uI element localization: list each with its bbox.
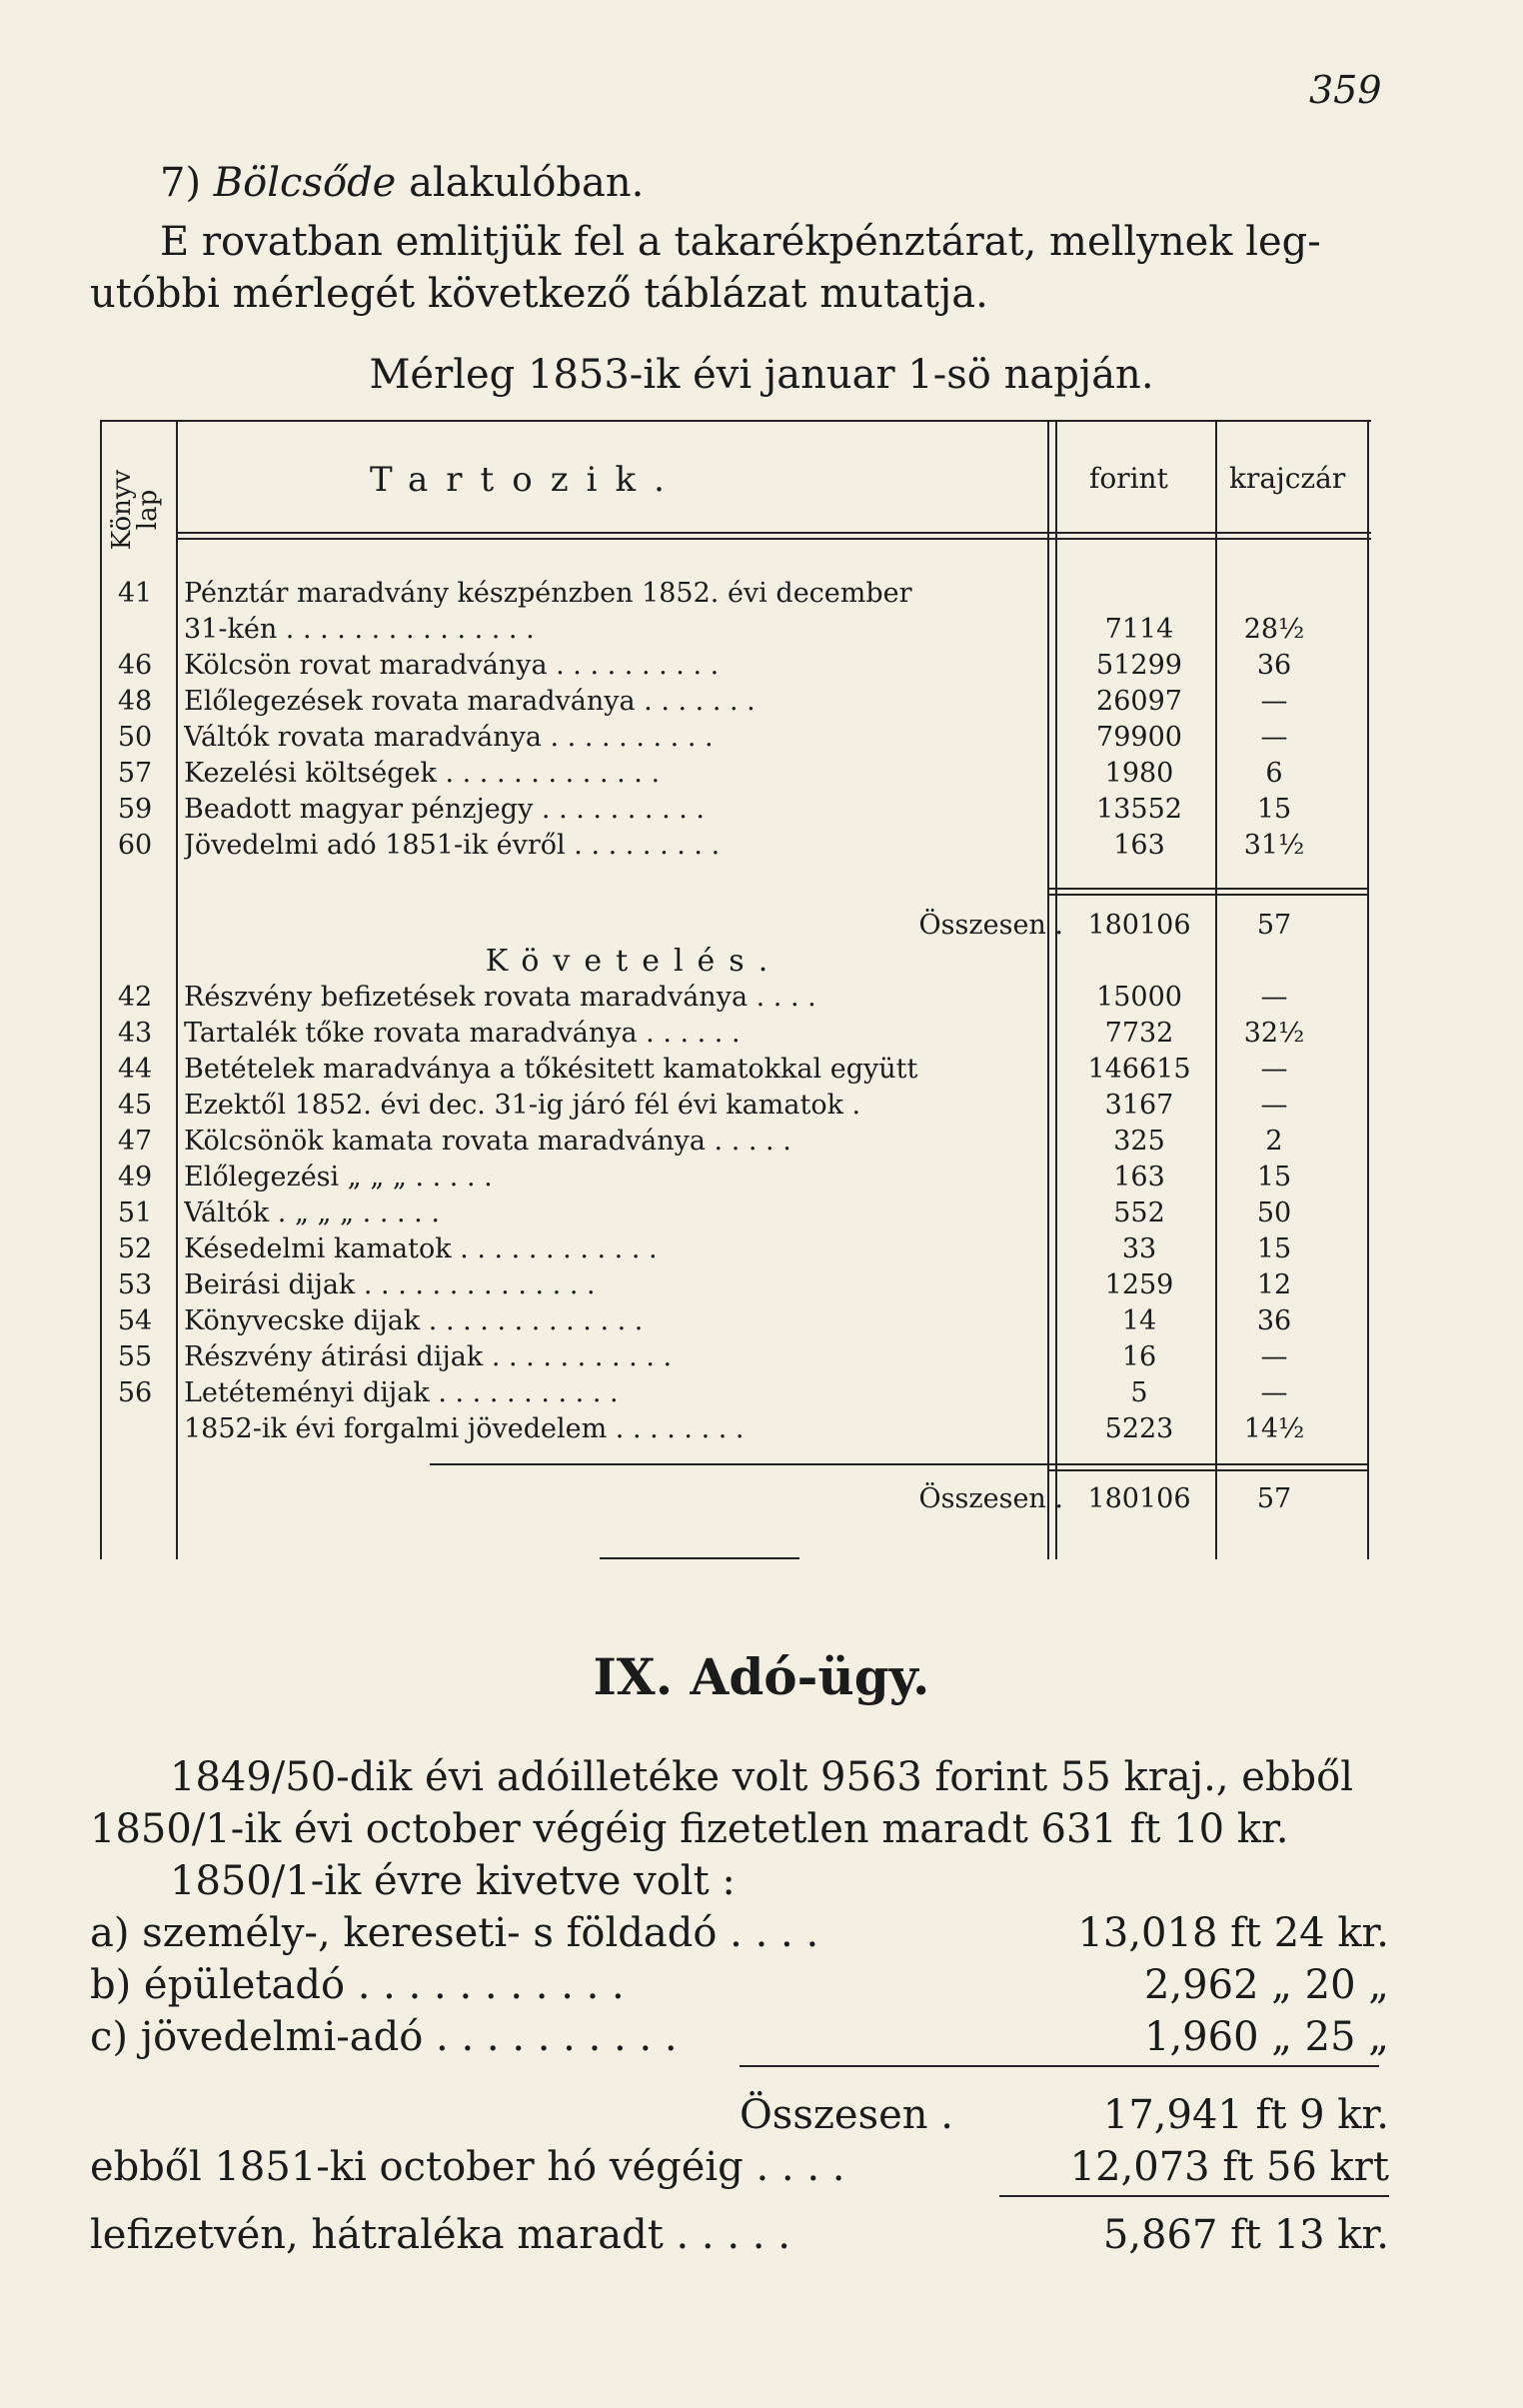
row-forint: 3167	[1104, 1090, 1174, 1121]
tax-item	[90, 1907, 1389, 1959]
row-desc: Részvény befizetések rovata maradványa . . . .	[184, 982, 816, 1013]
table-row	[100, 1339, 1371, 1375]
table-row	[100, 576, 1371, 612]
tax-item	[90, 1959, 1389, 2011]
row-forint: 79900	[1096, 722, 1182, 753]
row-kr: —	[1260, 1090, 1288, 1121]
row-kr: 50	[1256, 1198, 1292, 1228]
table-row	[100, 1375, 1371, 1411]
table-row	[100, 684, 1371, 720]
row-forint: 163	[1113, 830, 1165, 861]
row-desc: Tartalék tőke rovata maradványa . . . . . .	[184, 1018, 741, 1049]
tax-total-amount: 17,941 ft 9 kr.	[1102, 2092, 1389, 2138]
tartozik-total-row	[100, 908, 1371, 944]
row-forint: 163	[1113, 1162, 1165, 1193]
page-number: 359	[1309, 68, 1382, 112]
row-desc: Beirási dijak . . . . . . . . . . . . . .	[184, 1269, 596, 1300]
row-kr: 2	[1265, 1126, 1283, 1157]
header-krajczar: krajczár	[1229, 462, 1346, 495]
table-row	[100, 1303, 1371, 1339]
tax-intro-1	[90, 1751, 1399, 1803]
table-row	[100, 1267, 1371, 1303]
tax-item-amount: 1,960 „ 25 „	[1144, 2014, 1389, 2060]
table-row	[100, 1411, 1371, 1447]
tax-remaining-rule	[999, 2195, 1389, 2197]
header-konyv-lap: Könyv lap	[107, 469, 163, 551]
tax-remaining-label: lefizetvén, hátraléka maradt . . . . .	[90, 2212, 790, 2258]
row-desc: Könyvecske dijak . . . . . . . . . . . . .	[184, 1305, 644, 1336]
row-kr: —	[1260, 1341, 1288, 1372]
row-desc: Pénztár maradvány készpénzben 1852. évi december	[184, 578, 912, 609]
row-lap: 41	[117, 578, 153, 609]
row-kr: 15	[1256, 1162, 1292, 1193]
row-kr: 12	[1256, 1269, 1292, 1300]
tax-sum-rule	[740, 2065, 1379, 2067]
total-kr: 57	[1256, 1483, 1292, 1514]
row-lap: 57	[117, 758, 153, 789]
subtotal-rule-1b	[1047, 894, 1367, 896]
table-row	[100, 1124, 1371, 1160]
table-row	[100, 1231, 1371, 1267]
row-desc: Kölcsön rovat maradványa . . . . . . . . . .	[184, 650, 720, 681]
tax-total-label: Összesen .	[740, 2092, 953, 2138]
row-desc: Beadott magyar pénzjegy . . . . . . . . . .	[184, 794, 705, 825]
table-row	[100, 720, 1371, 756]
table-row	[100, 1052, 1371, 1088]
section-title-italic: Bölcsőde	[213, 160, 397, 206]
row-desc: 1852-ik évi forgalmi jövedelem . . . . . . . .	[184, 1413, 745, 1444]
table-border-top	[100, 420, 1371, 422]
row-kr: 31½	[1243, 830, 1305, 861]
table-row	[100, 1160, 1371, 1196]
tax-total-row	[90, 2089, 1389, 2141]
row-kr: —	[1260, 982, 1288, 1013]
row-desc: Késedelmi kamatok . . . . . . . . . . . .	[184, 1233, 658, 1264]
kovetel-heading: Követelés.	[485, 944, 782, 979]
row-forint: 26097	[1096, 686, 1182, 717]
row-lap: 44	[117, 1054, 153, 1085]
total-label: Összesen .	[918, 1483, 1063, 1514]
intro-paragraph	[90, 216, 1399, 320]
row-forint: 15000	[1096, 982, 1182, 1013]
row-forint: 325	[1113, 1126, 1165, 1157]
intro-text: E rovatban emlitjük fel a takarékpénztárat, mellynek leg-utóbbi mérlegét következő táblázat mutatja.	[90, 219, 1321, 317]
row-lap: 47	[117, 1126, 153, 1157]
balance-table	[100, 420, 1371, 1559]
total-forint: 180106	[1087, 910, 1191, 941]
kovetel-total-row	[100, 1481, 1371, 1517]
row-lap: 42	[117, 982, 153, 1013]
row-desc: Váltók . „ „ „ . . . . .	[184, 1198, 440, 1228]
row-forint: 7732	[1104, 1018, 1174, 1049]
row-lap: 51	[117, 1198, 153, 1228]
kovetel-heading-row	[100, 944, 1371, 980]
row-forint: 51299	[1096, 650, 1182, 681]
table-row	[100, 1196, 1371, 1231]
header-forint: forint	[1089, 462, 1168, 495]
row-forint: 13552	[1096, 794, 1182, 825]
row-lap: 49	[117, 1162, 153, 1193]
row-lap: 52	[117, 1233, 153, 1264]
table-row	[100, 612, 1371, 648]
row-lap: 59	[117, 794, 153, 825]
row-forint: 16	[1121, 1341, 1157, 1372]
row-forint: 1980	[1104, 758, 1174, 789]
row-forint: 33	[1121, 1233, 1157, 1264]
row-desc: Ezektől 1852. évi dec. 31-ig járó fél évi kamatok .	[184, 1090, 861, 1121]
header-rule-2	[176, 538, 1371, 540]
row-forint: 146615	[1087, 1054, 1191, 1085]
tax-intro-2: 1850/1-ik évi october végéig fizetetlen maradt 631 ft 10 kr.	[90, 1806, 1289, 1852]
row-lap: 50	[117, 722, 153, 753]
chapter-heading: IX. Adó-ügy.	[593, 1647, 930, 1706]
row-forint: 7114	[1104, 614, 1174, 645]
row-kr: —	[1260, 1054, 1288, 1085]
table-row	[100, 1016, 1371, 1052]
tax-paid-row	[90, 2141, 1389, 2193]
row-kr: —	[1260, 722, 1288, 753]
row-forint: 1259	[1104, 1269, 1174, 1300]
row-desc: Jövedelmi adó 1851-ik évről . . . . . . . . .	[184, 830, 721, 861]
subtotal-rule-2	[430, 1463, 1367, 1465]
tax-item	[90, 2011, 1389, 2063]
row-desc: Kölcsönök kamata rovata maradványa . . . . .	[184, 1126, 791, 1157]
section-title-rest: alakulóban.	[409, 160, 645, 206]
row-desc: Részvény átirási dijak . . . . . . . . . . .	[184, 1341, 673, 1372]
tax-paid-label: ebből 1851-ki october hó végéig . . . .	[90, 2144, 845, 2190]
tax-item-label: a) személy-, kereseti- s földadó . . . .	[90, 1910, 819, 1956]
row-kr: —	[1260, 1377, 1288, 1408]
row-forint: 552	[1113, 1198, 1165, 1228]
row-kr: 14½	[1243, 1413, 1305, 1444]
section-title	[160, 160, 644, 206]
tax-intro-3	[90, 1855, 1399, 1907]
row-lap: 53	[117, 1269, 153, 1300]
row-lap: 54	[117, 1305, 153, 1336]
tax-item-amount: 2,962 „ 20 „	[1144, 1962, 1389, 2008]
tax-item-amount: 13,018 ft 24 kr.	[1077, 1910, 1389, 1956]
tax-item-label: c) jövedelmi-adó . . . . . . . . . .	[90, 2014, 678, 2060]
table-row	[100, 1088, 1371, 1124]
row-lap: 43	[117, 1018, 153, 1049]
row-lap: 48	[117, 686, 153, 717]
row-desc: Váltók rovata maradványa . . . . . . . . . .	[184, 722, 714, 753]
row-kr: 36	[1256, 650, 1292, 681]
table-row	[100, 828, 1371, 864]
row-desc: Kezelési költségek . . . . . . . . . . . . .	[184, 758, 661, 789]
total-label: Összesen .	[918, 910, 1063, 941]
tax-intro-1-text: 1849/50-dik évi adóilletéke volt 9563 forint 55 kraj., ebből	[170, 1754, 1354, 1800]
row-lap: 46	[117, 650, 153, 681]
row-lap: 56	[117, 1377, 153, 1408]
row-kr: 15	[1256, 794, 1292, 825]
row-lap: 60	[117, 830, 153, 861]
row-lap: 55	[117, 1341, 153, 1372]
subtotal-rule-1	[1047, 888, 1367, 890]
row-kr: 36	[1256, 1305, 1292, 1336]
row-desc: 31-kén . . . . . . . . . . . . . . .	[184, 614, 535, 645]
row-forint: 5	[1130, 1377, 1148, 1408]
row-desc: Letéteményi dijak . . . . . . . . . . .	[184, 1377, 619, 1408]
row-desc: Előlegezések rovata maradványa . . . . . . .	[184, 686, 756, 717]
table-row	[100, 756, 1371, 792]
tax-remaining-amount: 5,867 ft 13 kr.	[1102, 2212, 1389, 2258]
total-kr: 57	[1256, 910, 1292, 941]
table-row	[100, 980, 1371, 1016]
tax-intro-3-text: 1850/1-ik évre kivetve volt :	[170, 1858, 736, 1904]
subtotal-rule-2b	[1047, 1469, 1367, 1471]
header-tartozik: Tartozik.	[370, 460, 683, 500]
row-kr: 28½	[1243, 614, 1305, 645]
row-kr: 15	[1256, 1233, 1292, 1264]
row-lap: 45	[117, 1090, 153, 1121]
row-kr: —	[1260, 686, 1288, 717]
header-rule	[176, 532, 1371, 534]
row-kr: 32½	[1243, 1018, 1305, 1049]
row-kr: 6	[1265, 758, 1283, 789]
row-desc: Előlegezési „ „ „ . . . . .	[184, 1162, 493, 1193]
table-caption: Mérleg 1853-ik évi januar 1-sö napján.	[369, 352, 1154, 398]
table-row	[100, 648, 1371, 684]
tax-item-label: b) épületadó . . . . . . . . . . .	[90, 1962, 625, 2008]
row-desc: Betételek maradványa a tőkésitett kamatokkal együtt	[184, 1054, 918, 1085]
total-forint: 180106	[1087, 1483, 1191, 1514]
bottom-rule	[600, 1557, 799, 1559]
row-forint: 14	[1121, 1305, 1157, 1336]
section-number: 7)	[160, 160, 202, 206]
tax-remaining-row	[90, 2209, 1389, 2261]
table-row	[100, 792, 1371, 828]
tax-paid-amount: 12,073 ft 56 krt	[1069, 2144, 1389, 2190]
row-forint: 5223	[1104, 1413, 1174, 1444]
